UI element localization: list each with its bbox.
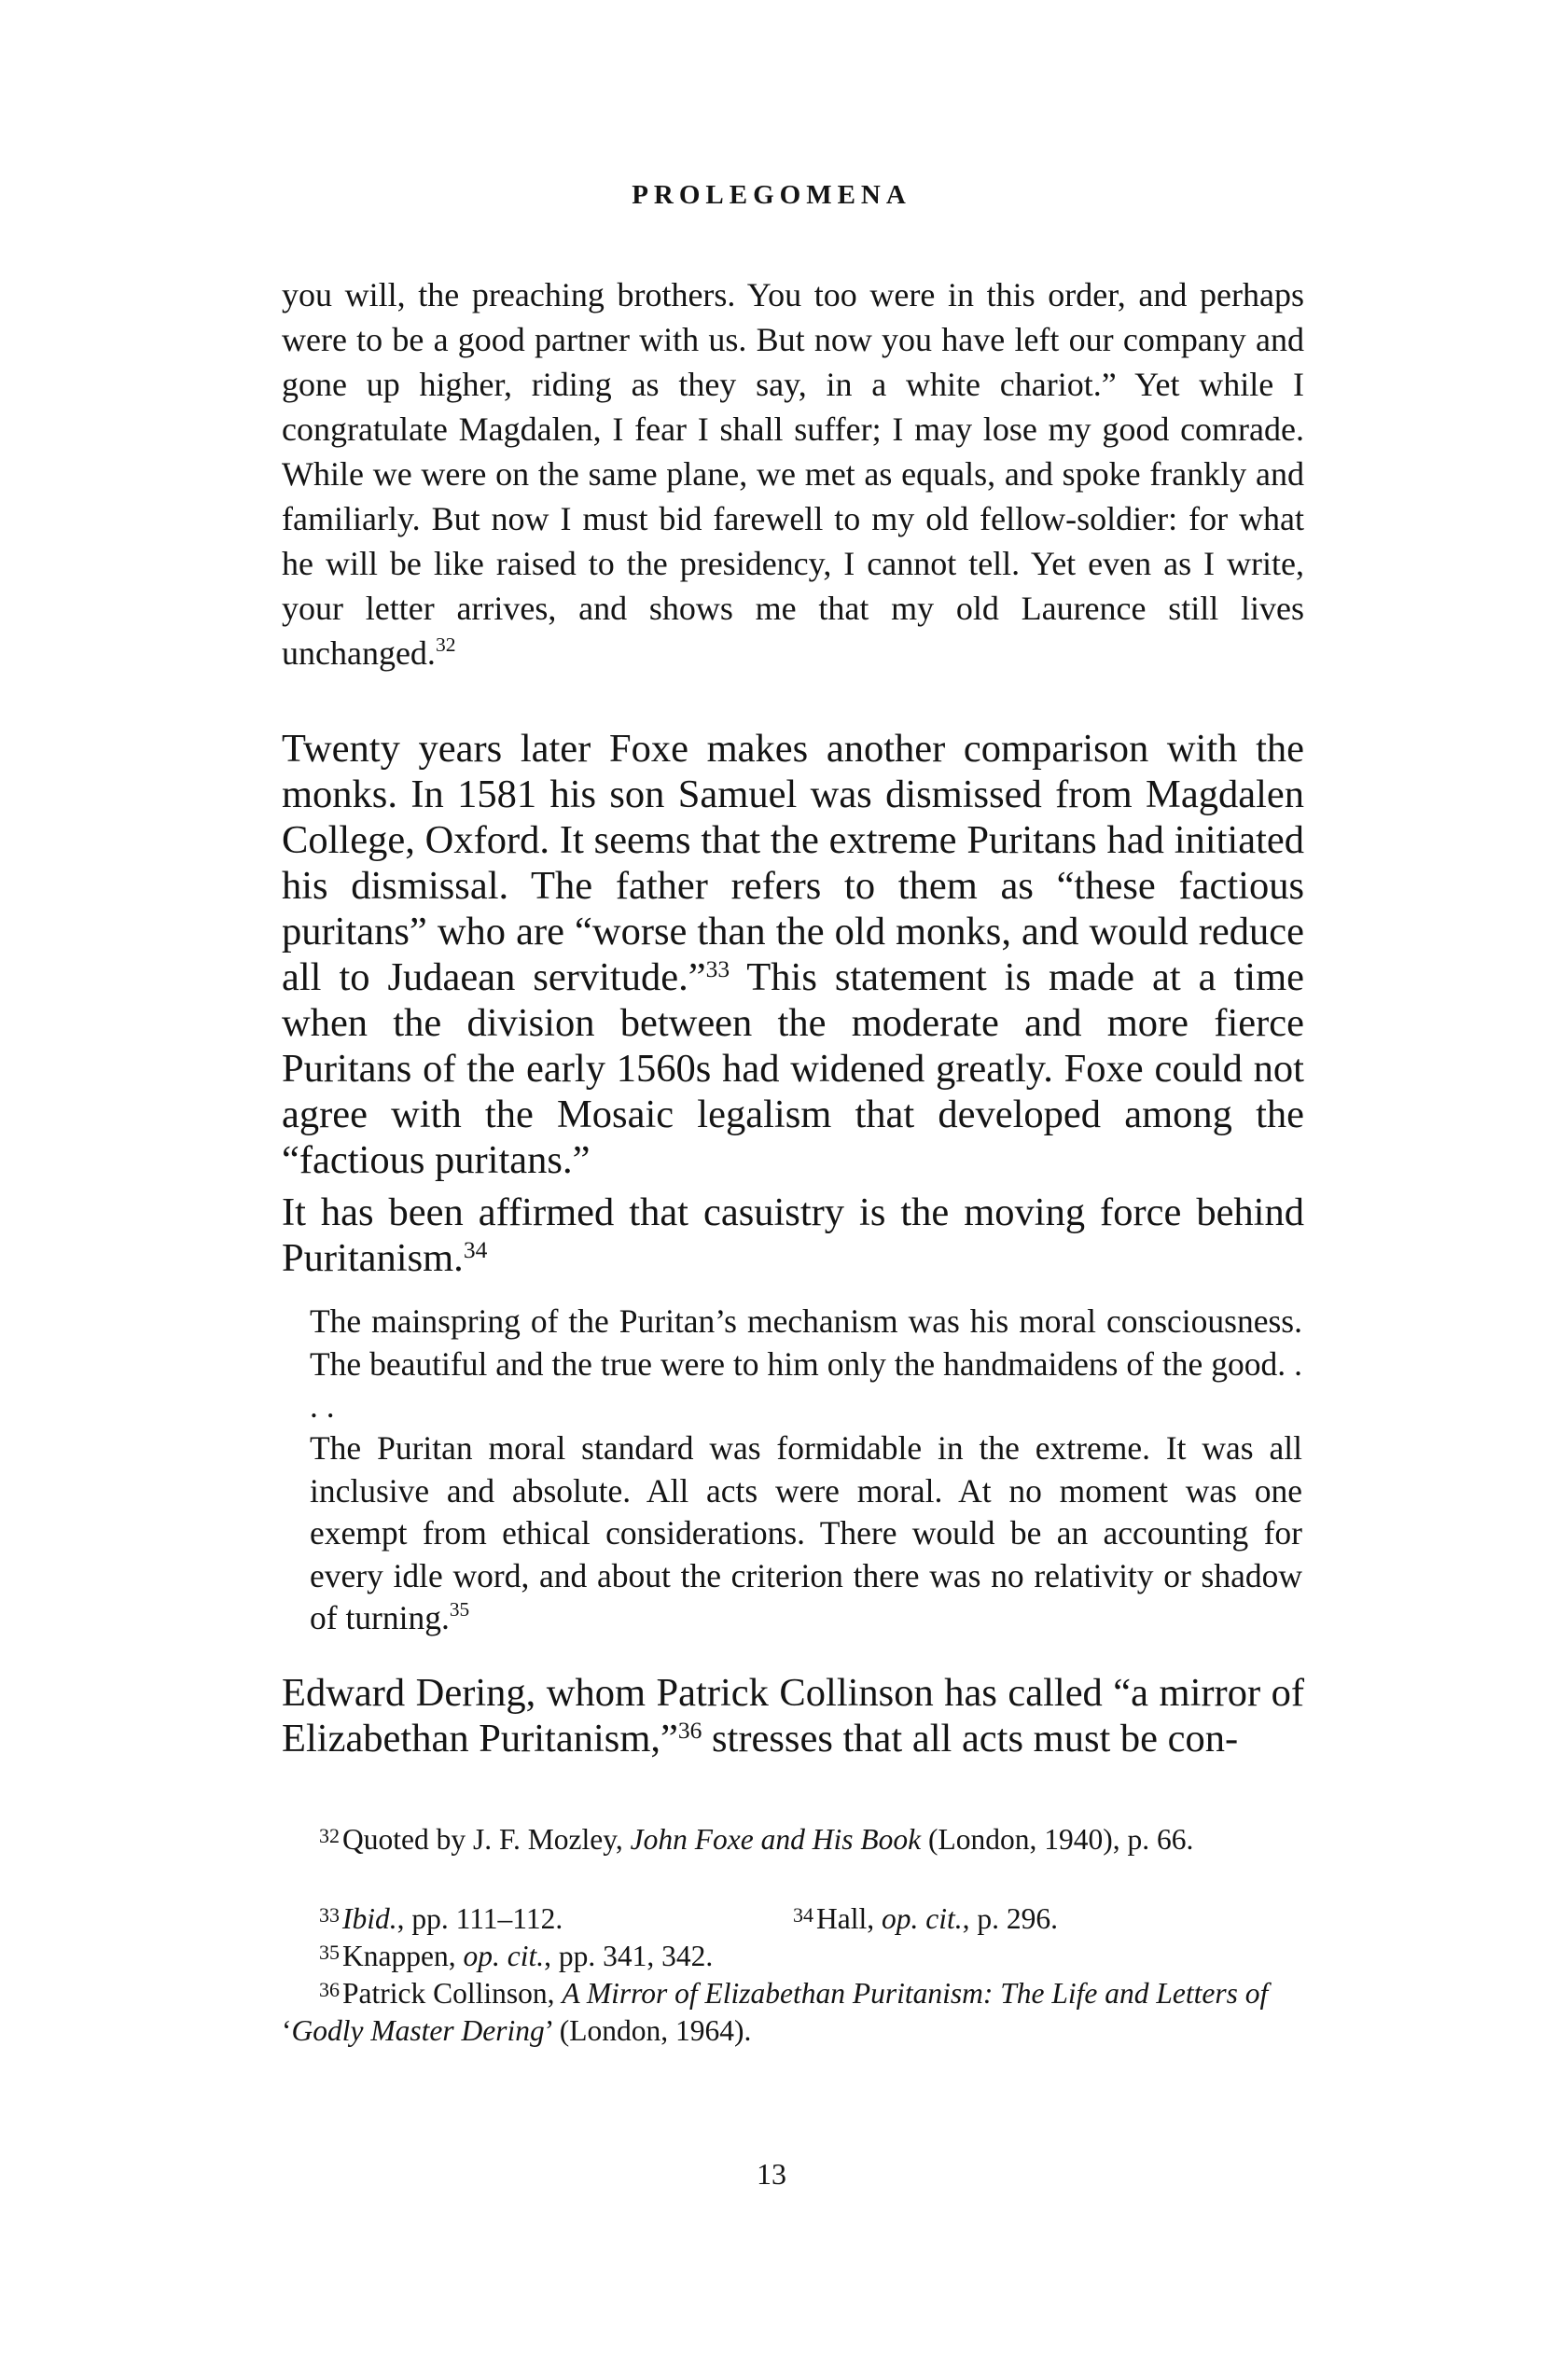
footnote-32: $^{32}$Quoted by J. F. Mozley, John Foxe and His Book (London, 1940), p. 66.: [319, 1823, 1194, 1856]
paragraph-foxe-monks: Twenty years later Foxe makes another comparison with the monks. In 1581 his son Samuel was dismissed from Magdalen College, Oxford. It seems that the extreme Puritans had initiated his dismissal. The father refers to them as “these factious puritans” who are “worse than the old monks, and would reduce all to Judaean servitude.”$^{33}$ This statement is made at a time when the division between the moderate and more fierce Puritans of the early 1560s had widened greatly. Foxe could not agree with the Mosaic legalism that developed among the “factious puritans.”: [282, 727, 1304, 1182]
block-quote-paragraph-1: The mainspring of the Puritan’s mechanism was his moral consciousness. The beautiful and the true were to him only the handmaidens of the good. . . .: [310, 1302, 1302, 1425]
quoted-letter-continuation: you will, the preaching brothers. You too were in this order, and perhaps were to be a good partner with us. But now you have left our company and gone up higher, riding as they say, in a white chariot.” Yet while I congratulate Magdalen, I fear I shall suffer; I may lose my good comrade. While we were on the same plane, we met as equals, and spoke frankly and familiarly. But now I must bid farewell to my old fellow-soldier: for what he will be like raised to the presidency, I cannot tell. Yet even as I write, your letter arrives, and shows me that my old Laurence still lives unchanged.$^{32}$: [282, 276, 1304, 672]
paragraph-casuistry: It has been affirmed that casuistry is the moving force behind Puritanism.$^{34}$: [282, 1190, 1304, 1280]
footnote-ref-34: 34: [463, 1236, 488, 1263]
footnote-36: $^{36}$Patrick Collinson, A Mirror of Elizabethan Puritanism: The Life and Letters of ‘Godly Master Dering’ (London, 1964).: [282, 1977, 1269, 2047]
footnote-34: $^{34}$Hall, op. cit., p. 296.: [793, 1902, 1058, 1935]
footnotes-33-34: [282, 1897, 1304, 1938]
footnote-35: $^{35}$Knappen, op. cit., pp. 341, 342.: [319, 1940, 714, 1972]
footnote-ref-35: 35: [449, 1598, 470, 1621]
block-quote-paragraph-2: The Puritan moral standard was formidable in the extreme. It was all inclusive and absolute. All acts were moral. At no moment was one exempt from ethical considerations. There would be an accounting for every idle word, and about the criterion there was no relativity or shadow of turning.$^{35}$: [310, 1429, 1302, 1636]
page-number: 13: [757, 2157, 786, 2191]
footnote-ref-33: 33: [705, 955, 730, 982]
footnote-ref-36: 36: [677, 1717, 702, 1744]
paragraph-dering: Edward Dering, whom Patrick Collinson has called “a mirror of Elizabethan Puritanism,”$^{36}$ stresses that all acts must be con-: [282, 1671, 1304, 1761]
running-header: PROLEGOMENA: [632, 180, 911, 210]
footnote-ref-32: 32: [435, 633, 456, 656]
footnote-33: $^{33}$Ibid., pp. 111–112.: [319, 1902, 563, 1935]
